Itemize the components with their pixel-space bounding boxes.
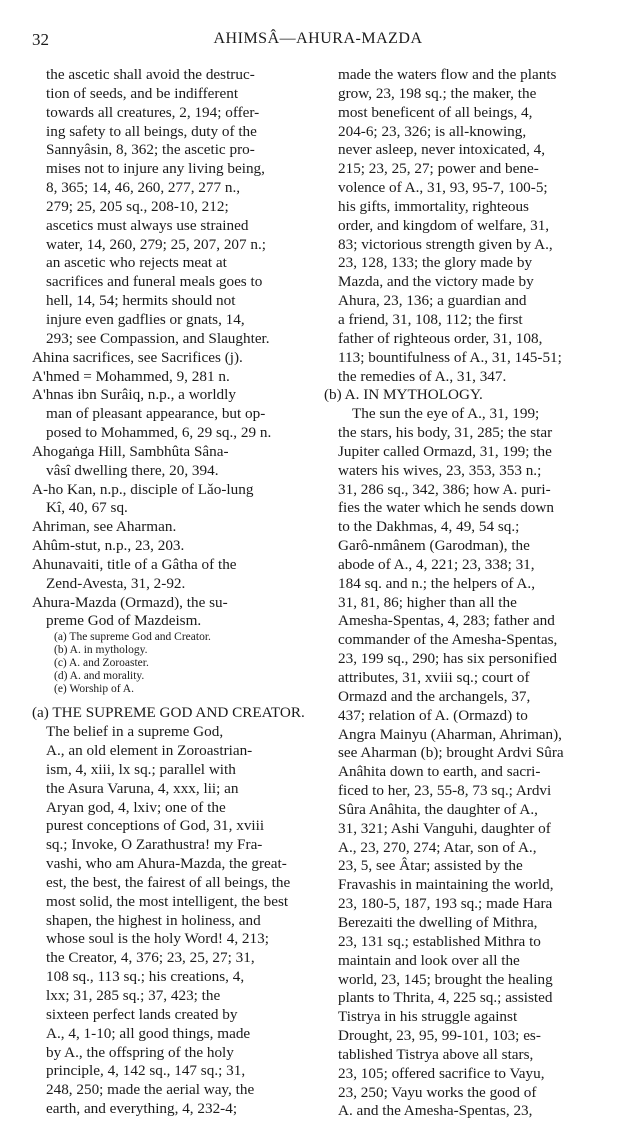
index-line: hell, 14, 54; hermits should not xyxy=(46,292,236,310)
index-line: the Asura Varuna, 4, xxx, lii; an xyxy=(46,779,239,797)
index-line: 23, 105; offered sacrifice to Vayu, xyxy=(338,1064,545,1082)
index-line: mises not to injure any living being, xyxy=(46,160,265,178)
index-line: most solid, the most intelligent, the best xyxy=(46,892,289,910)
index-line: Drought, 23, 95, 99-101, 103; es- xyxy=(338,1027,541,1045)
index-line: vashi, who am Ahura-Mazda, the great- xyxy=(46,855,287,873)
running-title: AHIMSÂ—AHURA-MAZDA xyxy=(213,30,423,47)
index-line: lxx; 31, 285 sq.; 37, 423; the xyxy=(46,986,221,1004)
index-line: 215; 23, 25, 27; power and bene- xyxy=(338,160,539,178)
index-line: Ahura, 23, 136; a guardian and xyxy=(338,292,527,310)
index-line: principle, 4, 142 sq., 147 sq.; 31, xyxy=(46,1062,246,1080)
index-line: see Aharman (b); brought Ardvi Sûra xyxy=(338,744,564,762)
index-line: world, 23, 145; brought the healing xyxy=(338,970,553,988)
index-line: by A., the offspring of the holy xyxy=(46,1043,234,1061)
index-entry-line: A'hmed = Mohammed, 9, 281 n. xyxy=(32,367,230,385)
index-line: 23, 199 sq., 290; has six personified xyxy=(338,650,557,668)
index-line: an ascetic who rejects meat at xyxy=(46,254,227,272)
index-line: 204-6; 23, 326; is all-knowing, xyxy=(338,122,527,140)
index-line: injure even gadflies or gnats, 14, xyxy=(46,310,245,328)
index-line: posed to Mohammed, 6, 29 sq., 29 n. xyxy=(46,424,272,442)
index-entry-line: A-ho Kan, n.p., disciple of Lǎo-lung xyxy=(32,480,254,498)
index-line: preme God of Mazdeism. xyxy=(46,612,202,630)
index-line: purest conceptions of God, 31, xviii xyxy=(46,817,265,835)
index-line: earth, and everything, 4, 232-4; xyxy=(46,1100,238,1118)
index-line: A., 4, 1-10; all good things, made xyxy=(46,1024,251,1042)
index-line: 8, 365; 14, 46, 260, 277, 277 n., xyxy=(46,179,241,197)
index-line: Angra Mainyu (Aharman, Ahriman), xyxy=(338,725,562,743)
right-column xyxy=(324,66,606,1121)
index-line: Amesha-Spentas, 4, 283; father and xyxy=(338,612,555,630)
index-line: order, and kingdom of welfare, 31, xyxy=(338,216,550,234)
index-line: est, the best, the fairest of all beings, the xyxy=(46,873,291,891)
index-line: ficed to her, 23, 55-8, 73 sq.; Ardvi xyxy=(338,782,552,800)
index-line: the stars, his body, 31, 285; the star xyxy=(338,424,553,442)
index-entry-line: (a) THE SUPREME GOD AND CREATOR. xyxy=(32,704,305,722)
index-line: whose soul is the holy Word! 4, 213; xyxy=(46,930,269,948)
index-line: A. and the Amesha-Spentas, 23, xyxy=(338,1102,533,1120)
index-line: 113; bountifulness of A., 31, 145-51; xyxy=(338,348,562,366)
index-line: the Creator, 4, 376; 23, 25, 27; 31, xyxy=(46,949,255,967)
index-line: plants to Thrita, 4, 225 sq.; assisted xyxy=(338,989,553,1007)
index-line: a friend, 31, 108, 112; the first xyxy=(338,310,523,328)
index-line: vâsî dwelling there, 20, 394. xyxy=(46,461,219,479)
index-line: A., an old element in Zoroastrian- xyxy=(46,742,253,759)
index-line: commander of the Amesha-Spentas, xyxy=(338,631,558,649)
index-line: Sannyâsin, 8, 362; the ascetic pro- xyxy=(46,141,255,159)
index-line: 279; 25, 205 sq., 208-10, 212; xyxy=(46,197,229,215)
index-line: 83; victorious strength given by A., xyxy=(338,235,553,253)
index-line: ing safety to all beings, duty of the xyxy=(46,122,257,140)
index-line: waters his wives, 23, 353, 353 n.; xyxy=(338,461,542,479)
index-line: abode of A., 4, 221; 23, 338; 31, xyxy=(338,555,535,573)
index-line: sacrifices and funeral meals goes to xyxy=(46,273,263,291)
index-line: Fravashis in maintaining the world, xyxy=(338,876,554,894)
index-line: Kî, 40, 67 sq. xyxy=(46,499,128,517)
index-line: 23, 250; Vayu works the good of xyxy=(338,1083,537,1101)
page-number: 32 xyxy=(32,30,49,49)
index-line: (a) The supreme God and Creator. xyxy=(54,631,211,644)
index-entry-line: Ahunavaiti, title of a Gâtha of the xyxy=(32,555,237,573)
index-line: (e) Worship of A. xyxy=(54,683,134,696)
index-line: 23, 5, see Âtar; assisted by the xyxy=(338,857,523,875)
index-line: towards all creatures, 2, 194; offer- xyxy=(46,103,260,121)
index-line: father of righteous order, 31, 108, xyxy=(338,329,543,347)
index-line: maintain and look over all the xyxy=(338,951,520,969)
index-line: Ormazd and the archangels, 37, xyxy=(338,687,531,705)
index-line: ism, 4, xiii, lx sq.; parallel with xyxy=(46,760,236,778)
index-line: 31, 81, 86; higher than all the xyxy=(338,593,517,611)
index-line: his gifts, immortality, righteous xyxy=(338,197,529,215)
index-line: 23, 131 sq.; established Mithra to xyxy=(338,932,541,950)
index-line: Mazda, and the victory made by xyxy=(338,273,534,291)
index-line: Sûra Anâhita, the daughter of A., xyxy=(338,800,538,818)
index-line: tablished Tistrya above all stars, xyxy=(338,1045,534,1063)
index-line: never asleep, never intoxicated, 4, xyxy=(338,141,546,159)
index-entry-line: Ahûm-stut, n.p., 23, 203. xyxy=(32,537,185,555)
index-entry-line: A'hnas ibn Surâiq, n.p., a worldly xyxy=(32,386,236,404)
index-line: The sun the eye of A., 31, 199; xyxy=(352,405,540,423)
index-entry-line: Ahriman, see Aharman. xyxy=(32,518,177,536)
index-line: Aryan god, 4, lxiv; one of the xyxy=(46,798,226,816)
index-line: grow, 23, 198 sq.; the maker, the xyxy=(338,84,537,102)
index-entry-line: Ahura-Mazda (Ormazd), the su- xyxy=(32,593,228,611)
index-line: (b) A. in mythology. xyxy=(54,644,148,657)
index-line: shapen, the highest in holiness, and xyxy=(46,911,261,929)
left-column xyxy=(32,66,314,1119)
index-line: 108 sq., 113 sq.; his creations, 4, xyxy=(46,968,245,986)
page-header xyxy=(32,30,604,52)
index-line: fies the water which he sends down xyxy=(338,499,554,517)
index-line: 31, 286 sq., 342, 386; how A. puri- xyxy=(338,480,551,498)
index-line: the ascetic shall avoid the destruc- xyxy=(46,66,255,83)
index-line: 23, 128, 133; the glory made by xyxy=(338,254,533,272)
index-line: water, 14, 260, 279; 25, 207, 207 n.; xyxy=(46,235,267,253)
index-line: tion of seeds, and be indifferent xyxy=(46,84,239,102)
index-line: 437; relation of A. (Ormazd) to xyxy=(338,706,528,724)
index-line: Zend-Avesta, 31, 2-92. xyxy=(46,574,186,592)
index-entry-line: Ahina sacrifices, see Sacrifices (j). xyxy=(32,348,243,366)
index-line: attributes, 31, xviii sq.; court of xyxy=(338,669,530,686)
index-line: Jupiter called Ormazd, 31, 199; the xyxy=(338,442,552,460)
index-line xyxy=(32,696,314,704)
index-line: sq.; Invoke, O Zarathustra! my Fra- xyxy=(46,836,263,854)
index-line: A., 23, 270, 274; Atar, son of A., xyxy=(338,838,537,856)
index-line: the remedies of A., 31, 347. xyxy=(338,367,507,385)
index-line: sixteen perfect lands created by xyxy=(46,1005,238,1023)
index-line: (c) A. and Zoroaster. xyxy=(54,657,149,670)
index-line: Tistrya in his struggle against xyxy=(338,1008,518,1026)
index-line: Berezaiti the dwelling of Mithra, xyxy=(338,913,538,931)
index-line: ascetics must always use strained xyxy=(46,216,249,234)
index-line: 31, 321; Ashi Vanguhi, daughter of xyxy=(338,819,551,837)
index-line: Anâhita down to earth, and sacri- xyxy=(338,763,541,781)
index-line: Garô-nmânem (Garodman), the xyxy=(338,537,530,555)
index-line: volence of A., 31, 93, 95-7, 100-5; xyxy=(338,179,548,197)
index-line: (d) A. and morality. xyxy=(54,670,145,683)
index-line: to the Dakhmas, 4, 49, 54 sq.; xyxy=(338,518,520,536)
index-line: 184 sq. and n.; the helpers of A., xyxy=(338,574,535,592)
index-line: man of pleasant appearance, but op- xyxy=(46,405,266,423)
index-entry-line: (b) A. IN MYTHOLOGY. xyxy=(324,386,483,404)
index-line: 23, 180-5, 187, 193 sq.; made Hara xyxy=(338,895,553,913)
index-line: 248, 250; made the aerial way, the xyxy=(46,1081,255,1099)
index-line: made the waters flow and the plants xyxy=(338,66,557,83)
index-line: The belief in a supreme God, xyxy=(46,723,224,741)
index-line: 293; see Compassion, and Slaughter. xyxy=(46,329,270,347)
index-line: most beneficent of all beings, 4, xyxy=(338,103,533,121)
index-entry-line: Ahogaṅga Hill, Sambhûta Sâna- xyxy=(32,442,229,460)
